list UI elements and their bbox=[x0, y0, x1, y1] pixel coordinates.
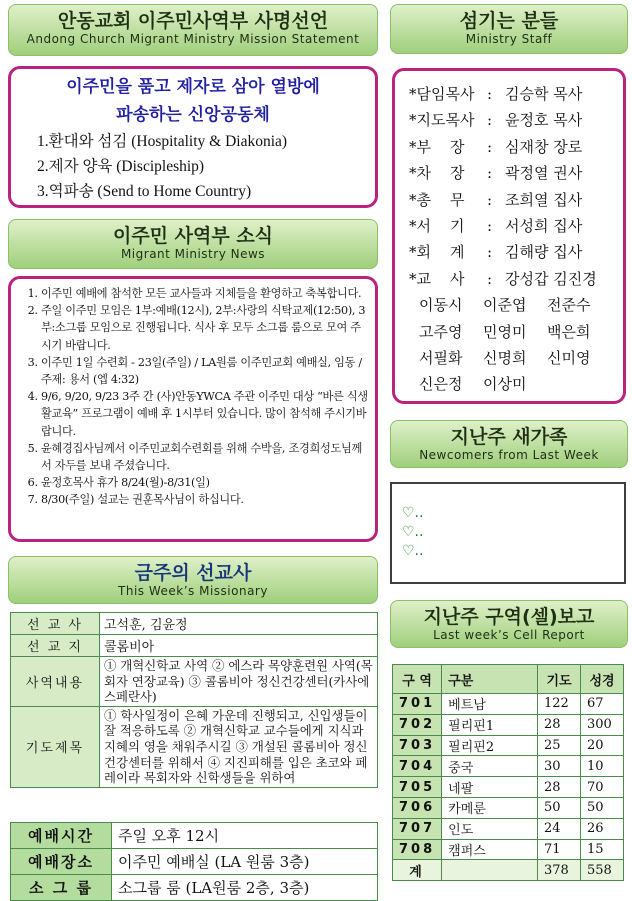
staff-row: *총 무 : 조희열 집사 bbox=[395, 187, 623, 213]
worship-label: 예배장소 bbox=[11, 849, 112, 875]
worship-value: 소그룹 룸 (LA원룸 2층, 3층) bbox=[112, 875, 378, 901]
staff-banner bbox=[390, 4, 628, 54]
worship-row bbox=[11, 875, 378, 901]
worship-info-table bbox=[10, 822, 378, 901]
worship-row bbox=[11, 849, 378, 875]
missionary-table bbox=[10, 612, 378, 788]
news-item: 7. 8/30(주일) 설교는 권훈목사님이 하십니다. bbox=[41, 491, 369, 508]
worship-label: 소 그 룹 bbox=[11, 875, 112, 901]
total-row: 계 378 558 bbox=[393, 860, 624, 881]
missionary-row bbox=[11, 706, 378, 787]
teacher-row: 신은정 이상미 bbox=[419, 375, 527, 394]
teacher-row: 고주영 민영미 백은희 bbox=[419, 322, 591, 341]
mission-banner-subtitle: Andong Church Migrant Ministry Mission Statement bbox=[26, 32, 360, 46]
cell-report-banner bbox=[390, 600, 628, 648]
news-item: 3. 이주민 1일 수련회 - 23일(주일) / LA원룸 이주민교회 예배실, 임동 / 주제: 용서 (엡 4:32) bbox=[41, 354, 369, 388]
news-box bbox=[8, 276, 378, 542]
table-row: 706 카메룬 50 50 bbox=[393, 797, 624, 818]
missionary-label: 기도제목 bbox=[11, 706, 100, 787]
mission-item: 1.환대와 섬김 (Hospitality & Diakonia) bbox=[37, 133, 288, 150]
staff-role: *총 무 bbox=[409, 190, 465, 209]
missionary-name: 고석훈, 김윤정 bbox=[100, 613, 378, 635]
news-banner bbox=[8, 219, 378, 269]
table-row: 701 베트남 122 67 bbox=[393, 694, 624, 715]
newcomers-banner bbox=[390, 420, 628, 468]
table-row: 704 중국 30 10 bbox=[393, 756, 624, 777]
table-row: 703 필리핀2 25 20 bbox=[393, 735, 624, 756]
heart-icon: ♡.. bbox=[402, 543, 424, 559]
missionary-banner bbox=[8, 556, 378, 604]
mission-heading bbox=[11, 73, 375, 129]
cell-header: 기도 bbox=[538, 665, 581, 694]
news-banner-title: 이주민 사역부 소식 bbox=[112, 225, 274, 247]
news-item: 2. 주일 이주민 모임은 1부:예배(12시), 2부:사랑의 식탁교제(12:50), 3부:소그룹 모임으로 진행됩니다. 식사 후 모두 소그룹 룸으로 모여 주시기 바랍니다. bbox=[41, 302, 369, 354]
staff-role: *부 장 bbox=[409, 137, 465, 156]
news-item: 6. 윤정호목사 휴가 8/24(월)-8/31(일) bbox=[41, 474, 369, 491]
mission-item: 3.역파송 (Send to Home Country) bbox=[37, 183, 252, 200]
missionary-row bbox=[11, 613, 378, 635]
worship-row bbox=[11, 823, 378, 849]
cell-header-row bbox=[393, 665, 624, 694]
staff-banner-title: 섬기는 분들 bbox=[459, 10, 559, 32]
cell-report-banner-subtitle: Last week’s Cell Report bbox=[433, 628, 585, 642]
mission-heading-line2: 파송하는 신앙공동체 bbox=[116, 105, 270, 125]
missionary-banner-title: 금주의 선교사 bbox=[134, 562, 252, 584]
cell-report-table bbox=[392, 664, 624, 881]
worship-value: 이주민 예배실 (LA 원룸 3층) bbox=[112, 849, 378, 875]
news-banner-subtitle: Migrant Ministry News bbox=[120, 247, 266, 261]
table-row: 707 인도 24 26 bbox=[393, 818, 624, 839]
staff-role: *차 장 bbox=[409, 164, 465, 183]
mission-item: 2.제자 양육 (Discipleship) bbox=[37, 158, 205, 175]
staff-name: 김승학 목사 bbox=[505, 85, 583, 103]
staff-name: 조희열 집사 bbox=[505, 190, 583, 209]
news-list bbox=[19, 285, 369, 509]
news-item: 4. 9/6, 9/20, 9/23 3주 간 (사)안동YWCA 주관 이주민 대상 “바른 식생활교육” 프로그램이 예배 후 1시부터 있습니다. 많이 참석해 주시기바랍니다. bbox=[41, 388, 369, 440]
staff-name: 윤정호 목사 bbox=[505, 111, 583, 130]
worship-label: 예배시간 bbox=[11, 823, 112, 849]
staff-row: *부 장 : 심재창 장로 bbox=[395, 134, 623, 160]
news-item: 1. 이주민 예배에 참석한 모든 교사들과 지체들을 환영하고 축복합니다. bbox=[41, 285, 369, 302]
heart-icon: ♡.. bbox=[402, 524, 424, 540]
staff-role: *지도목사 bbox=[409, 111, 475, 130]
staff-name: 심재창 장로 bbox=[505, 137, 583, 156]
missionary-field: 콜롬비아 bbox=[100, 635, 378, 657]
cell-header: 구 역 bbox=[393, 665, 442, 694]
cell-report-banner-title: 지난주 구역(셀)보고 bbox=[423, 606, 595, 628]
staff-name: 곽정열 권사 bbox=[505, 164, 583, 183]
news-item: 5. 윤혜경집사님께서 이주민교회수련회를 위해 수박을, 조경희성도님께서 자두를 보내 주셨습니다. bbox=[41, 440, 369, 474]
cell-header: 구분 bbox=[442, 665, 538, 694]
teacher-row: 서필화 신명희 신미영 bbox=[419, 349, 591, 368]
newcomers-box bbox=[390, 482, 626, 584]
worship-value: 주일 오후 12시 bbox=[112, 823, 378, 849]
table-row: 705 네팔 28 70 bbox=[393, 777, 624, 798]
staff-row: *서 기 : 서성희 집사 bbox=[395, 213, 623, 239]
missionary-row bbox=[11, 657, 378, 707]
mission-banner bbox=[8, 4, 378, 56]
mission-banner-title: 안동교회 이주민사역부 사명선언 bbox=[57, 10, 329, 32]
missionary-work: ① 개혁신학교 사역 ② 에스라 목양훈련원 사역(목회자 연장교육) ③ 콜롬비아 정신건강센터(카사에스페란사) bbox=[100, 657, 378, 707]
missionary-label: 선 교 지 bbox=[11, 635, 100, 657]
staff-role: *담임목사 bbox=[409, 85, 475, 103]
table-row: 702 필리핀1 28 300 bbox=[393, 714, 624, 735]
missionary-banner-subtitle: This Week’s Missionary bbox=[118, 584, 268, 598]
staff-role: *회 계 bbox=[409, 243, 465, 262]
newcomers-banner-subtitle: Newcomers from Last Week bbox=[419, 448, 599, 462]
missionary-label: 선 교 사 bbox=[11, 613, 100, 635]
heart-icon: ♡.. bbox=[402, 505, 424, 521]
staff-row: *지도목사 : 윤정호 목사 bbox=[395, 107, 623, 133]
staff-name: 서성희 집사 bbox=[505, 217, 583, 236]
missionary-row bbox=[11, 635, 378, 657]
mission-statement-box bbox=[8, 66, 378, 208]
staff-box bbox=[392, 68, 626, 404]
staff-name: 강성갑 김진경 bbox=[505, 269, 597, 288]
newcomers-banner-title: 지난주 새가족 bbox=[450, 426, 568, 448]
staff-role: *교 사 bbox=[409, 269, 465, 288]
staff-role: *서 기 bbox=[409, 217, 465, 236]
table-row: 708 캠퍼스 71 15 bbox=[393, 839, 624, 860]
staff-name: 김해량 집사 bbox=[505, 243, 583, 262]
staff-row: *담임목사 : 김승학 목사 bbox=[395, 81, 623, 107]
teacher-row: 이동시 이준엽 전준수 bbox=[419, 296, 591, 315]
mission-heading-line1: 이주민을 품고 제자로 삼아 열방에 bbox=[66, 77, 320, 97]
staff-row: *회 계 : 김해량 집사 bbox=[395, 239, 623, 265]
staff-banner-subtitle: Ministry Staff bbox=[465, 32, 553, 46]
missionary-prayer: ① 학사일정이 은혜 가운데 진행되고, 신입생들이 잘 적응하도록 ② 개혁신학교 교수들에게 지식과 지혜의 영을 채워주시길 ③ 개설된 콜롬비아 정신건강센터를 위해서 ④ 지진피해를 입은 초코와 페레이라 목회자와 신학생들을 위하여 bbox=[100, 706, 378, 787]
cell-header: 성경 bbox=[581, 665, 624, 694]
staff-row: *교 사 : 강성갑 김진경 bbox=[395, 266, 623, 292]
staff-row: *차 장 : 곽정열 권사 bbox=[395, 160, 623, 186]
missionary-label: 사역내용 bbox=[11, 657, 100, 707]
